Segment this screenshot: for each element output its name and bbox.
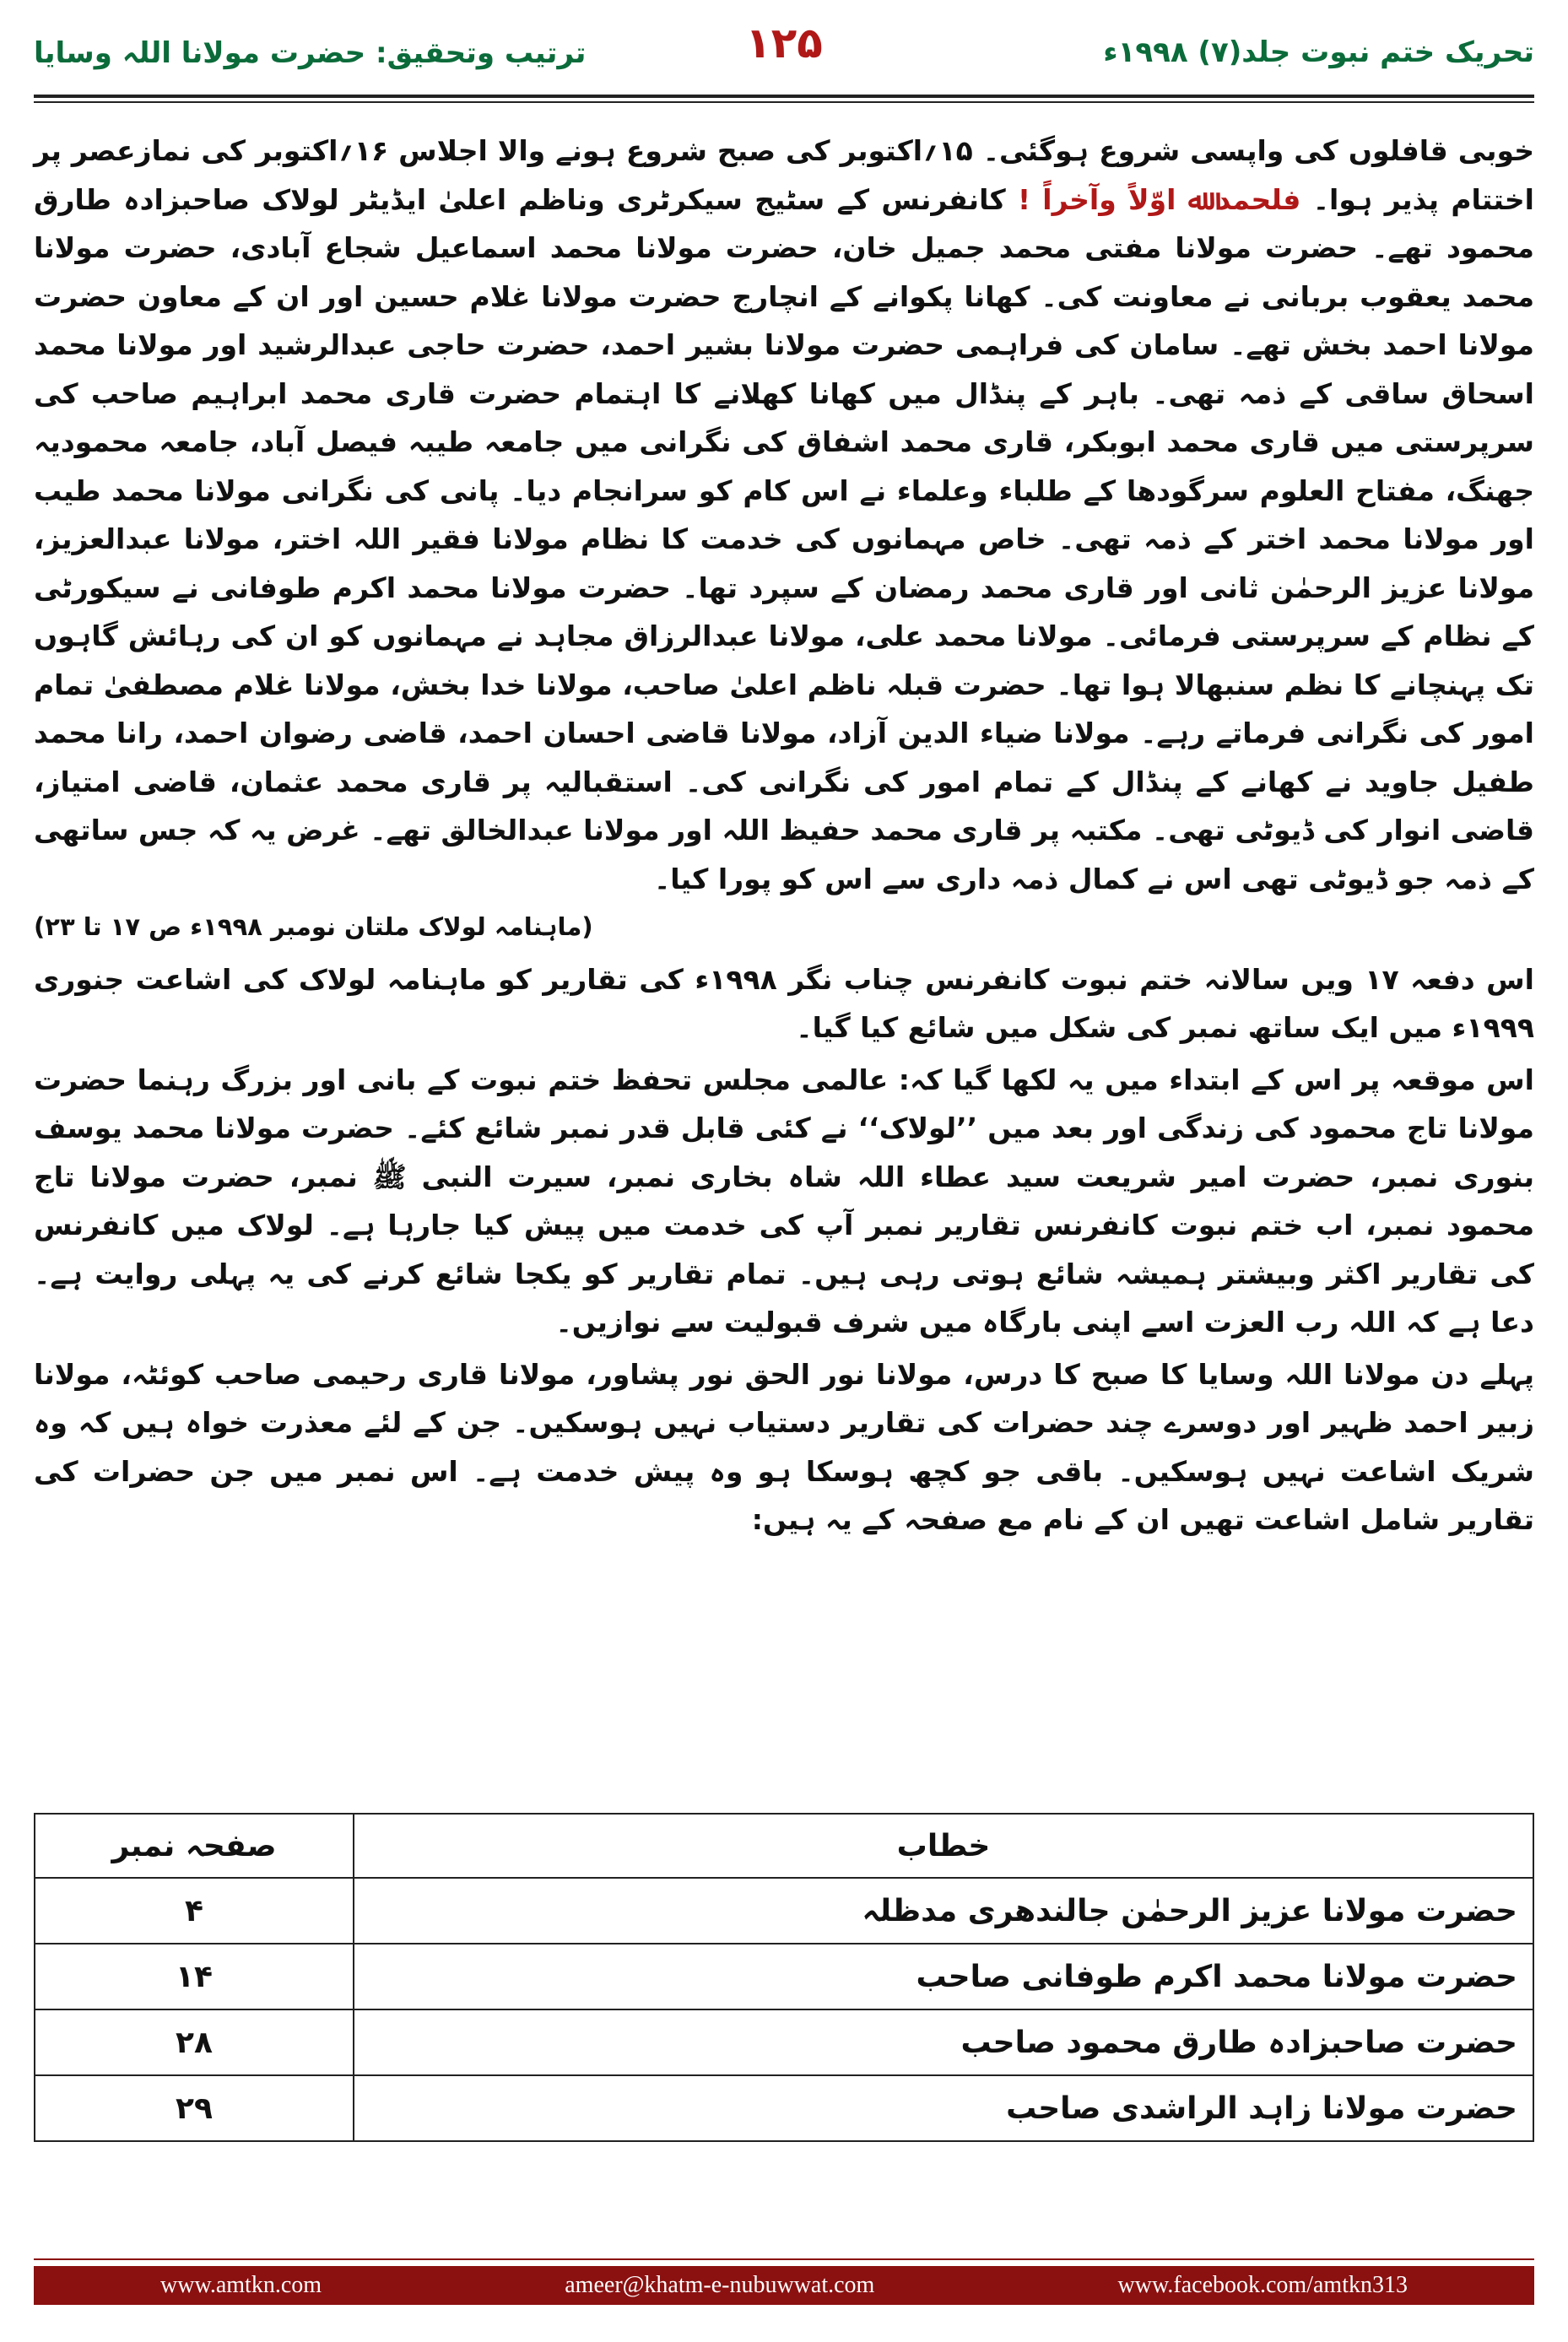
page-header: [34, 19, 1534, 86]
article-body: [34, 127, 1534, 1548]
speech-title: حضرت مولانا محمد اکرم طوفانی صاحب: [354, 1944, 1533, 2009]
speech-title: حضرت مولانا زاہد الراشدی صاحب: [354, 2075, 1533, 2141]
header-divider: [34, 95, 1534, 98]
page-number: ۱۲۵: [745, 19, 823, 68]
header-book-title: تحریک ختم نبوت جلد(۷) ۱۹۹۸ء: [1103, 35, 1534, 69]
footer-divider: [34, 2258, 1534, 2260]
paragraph-1-body: کانفرنس کے سٹیج سیکرٹری وناظم اعلیٰ ایڈیٹر لولاک صاحبزادہ طارق محمود تھے۔ حضرت مولانا مفتی محمد جمیل خان، حضرت مولانا محمد اسماعیل شجاع آبادی، حضرت مولانا محمد یعقوب بربانی نے معاونت کی۔ کھانا پکوانے کے انچارج حضرت مولانا غلام حسین اور ان کے معاون حضرت مولانا احمد بخش تھے۔ سامان کی فراہمی حضرت مولانا بشیر احمد، حضرت حاجی عبدالرشید اور مولانا محمد اسحاق ساقی کے ذمہ تھی۔ باہر کے پنڈال میں کھانا کھلانے کا اہتمام حضرت قاری محمد ابراہیم صاحب کی سرپرستی میں قاری محمد ابوبکر، قاری محمد اشفاق کی نگرانی میں جامعہ طیبہ فیصل آباد، جامعہ محمودیہ جھنگ، مفتاح العلوم سرگودھا کے طلباء وعلماء نے اس کام کو سرانجام دیا۔ پانی کی نگرانی مولانا محمد طیب اور مولانا محمد اختر کے ذمہ تھی۔ خاص مہمانوں کی خدمت کا نظام مولانا فقیر اللہ اختر، مولانا عبدالعزیز، مولانا عزیز الرحمٰن ثانی اور قاری محمد رمضان کے سپرد تھا۔ حضرت مولانا محمد اکرم طوفانی نے سیکورٹی کے نظام کے سرپرستی فرمائی۔ مولانا محمد علی، مولانا عبدالرزاق مجاہد نے مہمانوں کو ان کی رہائش گاہوں تک پہنچانے کا نظم سنبھالا ہوا تھا۔ حضرت قبلہ ناظم اعلیٰ صاحب، مولانا خدا بخش، مولانا غلام مصطفیٰ تمام امور کی نگرانی فرماتے رہے۔ مولانا ضیاء الدین آزاد، مولانا قاضی احسان احمد، قاضی رضوان احمد، رانا محمد طفیل جاوید نے کھانے کے پنڈال کے تمام امور کی نگرانی کی۔ استقبالیہ پر قاری محمد عثمان، قاضی امتیاز، قاضی انوار کی ڈیوٹی تھی۔ مکتبہ پر قاری محمد حفیظ اللہ اور مولانا عبدالخالق تھے۔ غرض یہ کہ جس ساتھی کے ذمہ جو ڈیوٹی تھی اس نے کمال ذمہ داری سے اس کو پورا کیا۔: [34, 182, 1534, 895]
speech-title: حضرت مولانا عزیز الرحمٰن جالندھری مدظلہ: [354, 1878, 1533, 1944]
praise-phrase: فلحمد ﷲ اوّلاً وآخراً !: [1017, 182, 1301, 216]
column-header-speech: خطاب: [354, 1814, 1533, 1878]
table-header-row: [35, 1814, 1533, 1878]
speech-page: ۱۴: [35, 1944, 354, 2009]
speech-page: ۲۹: [35, 2075, 354, 2141]
table-row: [35, 2075, 1533, 2141]
email-link[interactable]: ameer@khatm-e-nubuwwat.com: [565, 2272, 875, 2298]
speech-title: حضرت صاحبزادہ طارق محمود صاحب: [354, 2009, 1533, 2075]
table-row: [35, 1878, 1533, 1944]
speech-page: ۲۸: [35, 2009, 354, 2075]
source-reference: (ماہنامہ لولاک ملتان نومبر ۱۹۹۸ء ص ۱۷ تا ۲۳): [34, 912, 593, 941]
speeches-table-container: [34, 1813, 1534, 2142]
website-link[interactable]: www.amtkn.com: [160, 2272, 322, 2298]
page-footer: [34, 2266, 1534, 2305]
column-header-page: صفحہ نمبر: [35, 1814, 354, 1878]
paragraph-conference-arrangements: [34, 127, 1534, 952]
speeches-table: [34, 1813, 1534, 2142]
table-row: [35, 1944, 1533, 2009]
paragraph-missing-speeches: پہلے دن مولانا اللہ وسایا کا صبح کا درس، مولانا نور الحق نور پشاور، مولانا قاری رحیمی صاحب کوئٹہ، مولانا زبیر احمد ظہیر اور دوسرے چند حضرات کی تقاریر دستیاب نہیں ہوسکیں۔ جن کے لئے معذرت خواہ ہیں کہ وہ شریک اشاعت نہیں ہوسکیں۔ باقی جو کچھ ہوسکا ہو وہ پیش خدمت ہے۔ اس نمبر میں جن حضرات کی تقاریر شامل اشاعت تھیں ان کے نام مع صفحہ کے یہ ہیں:: [34, 1357, 1534, 1536]
header-compiler-title: ترتیب وتحقیق: حضرت مولانا اللہ وسایا: [34, 36, 587, 70]
header-divider-thin: [34, 101, 1534, 103]
table-row: [35, 2009, 1533, 2075]
paragraph-1-intro: خوبی قافلوں کی واپسی شروع ہوگئی۔ ۱۵؍اکتوبر کی صبح شروع ہونے والا اجلاس ۱۶؍اکتوبر کی نمازعصر پر اختتام پذیر ہوا۔: [34, 134, 1534, 216]
paragraph-introduction-note: اس موقعہ پر اس کے ابتداء میں یہ لکھا گیا کہ: عالمی مجلس تحفظ ختم نبوت کے بانی اور بزرگ رہنما حضرت مولانا تاج محمود کی زندگی اور بعد میں ’’لولاک‘‘ نے کئی قابل قدر نمبر شائع کئے۔ حضرت مولانا محمد یوسف بنوری نمبر، حضرت امیر شریعت سید عطاء اللہ شاہ بخاری نمبر، سیرت النبی ﷺ نمبر، حضرت مولانا تاج محمود نمبر، اب ختم نبوت کانفرنس تقاریر نمبر آپ کی خدمت میں پیش کیا جارہا ہے۔ لولاک میں کانفرنس کی تقاریر اکثر وبیشتر ہمیشہ شائع ہوتی رہی ہیں۔ تمام تقاریر کو یکجا شائع کرنے کی یہ پہلی روایت ہے۔ دعا ہے کہ اللہ رب العزت اسے اپنی بارگاہ میں شرف قبولیت سے نوازیں۔: [34, 1063, 1534, 1339]
speech-page: ۴: [35, 1878, 354, 1944]
facebook-link[interactable]: www.facebook.com/amtkn313: [1117, 2272, 1408, 2298]
paragraph-publication: اس دفعہ ۱۷ ویں سالانہ ختم نبوت کانفرنس چناب نگر ۱۹۹۸ء کی تقاریر کو ماہنامہ لولاک کی اشاعت جنوری ۱۹۹۹ء میں ایک ساتھ نمبر کی شکل میں شائع کیا گیا۔: [34, 962, 1534, 1044]
